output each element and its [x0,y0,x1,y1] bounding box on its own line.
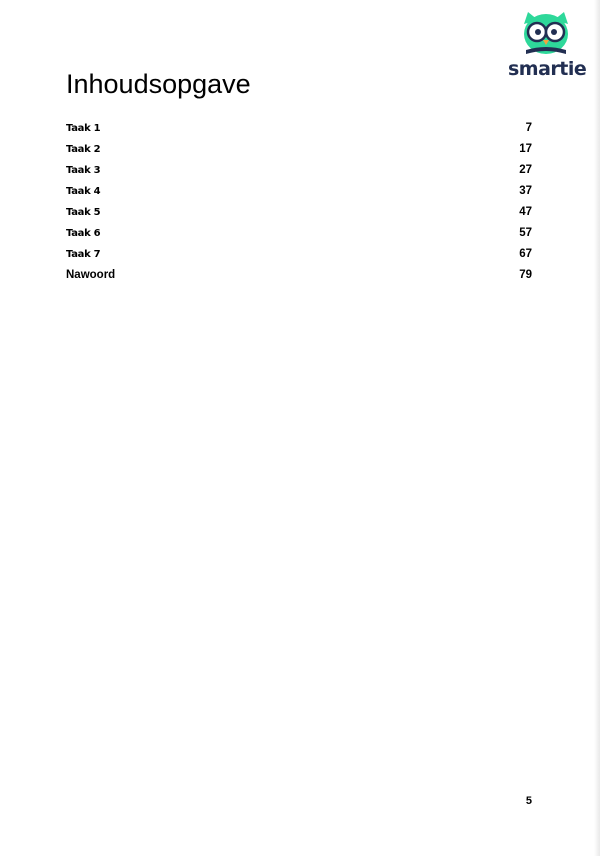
table-of-contents [66,118,532,286]
page-edge-shadow [594,0,600,856]
toc-page-number: 27 [519,164,532,176]
toc-row-taak-5[interactable] [66,202,532,223]
smartie-logo [508,10,587,84]
toc-label: Taak 3 [66,165,101,176]
toc-page-number: 7 [525,122,532,134]
page-title: Inhoudsopgave [66,69,251,99]
page-number: 5 [525,795,532,807]
toc-page-number: 57 [519,227,532,239]
toc-label: Nawoord [66,269,116,281]
toc-row-taak-4[interactable] [66,181,532,202]
toc-row-taak-1[interactable] [66,118,532,139]
owl-icon [518,10,574,60]
toc-label: Taak 4 [66,186,101,197]
toc-row-taak-7[interactable] [66,244,532,265]
toc-row-taak-2[interactable] [66,139,532,160]
toc-page-number: 37 [519,185,532,197]
toc-label: Taak 1 [66,123,101,134]
toc-page-number: 67 [519,248,532,260]
toc-label: Taak 5 [66,207,101,218]
toc-row-taak-6[interactable] [66,223,532,244]
toc-label: Taak 2 [66,144,101,155]
toc-row-taak-3[interactable] [66,160,532,181]
toc-page-number: 17 [519,143,532,155]
logo-text: smartie [508,58,587,80]
toc-row-nawoord[interactable] [66,265,532,286]
toc-page-number: 47 [519,206,532,218]
toc-label: Taak 6 [66,228,101,239]
toc-page-number: 79 [519,269,532,281]
toc-label: Taak 7 [66,249,101,260]
